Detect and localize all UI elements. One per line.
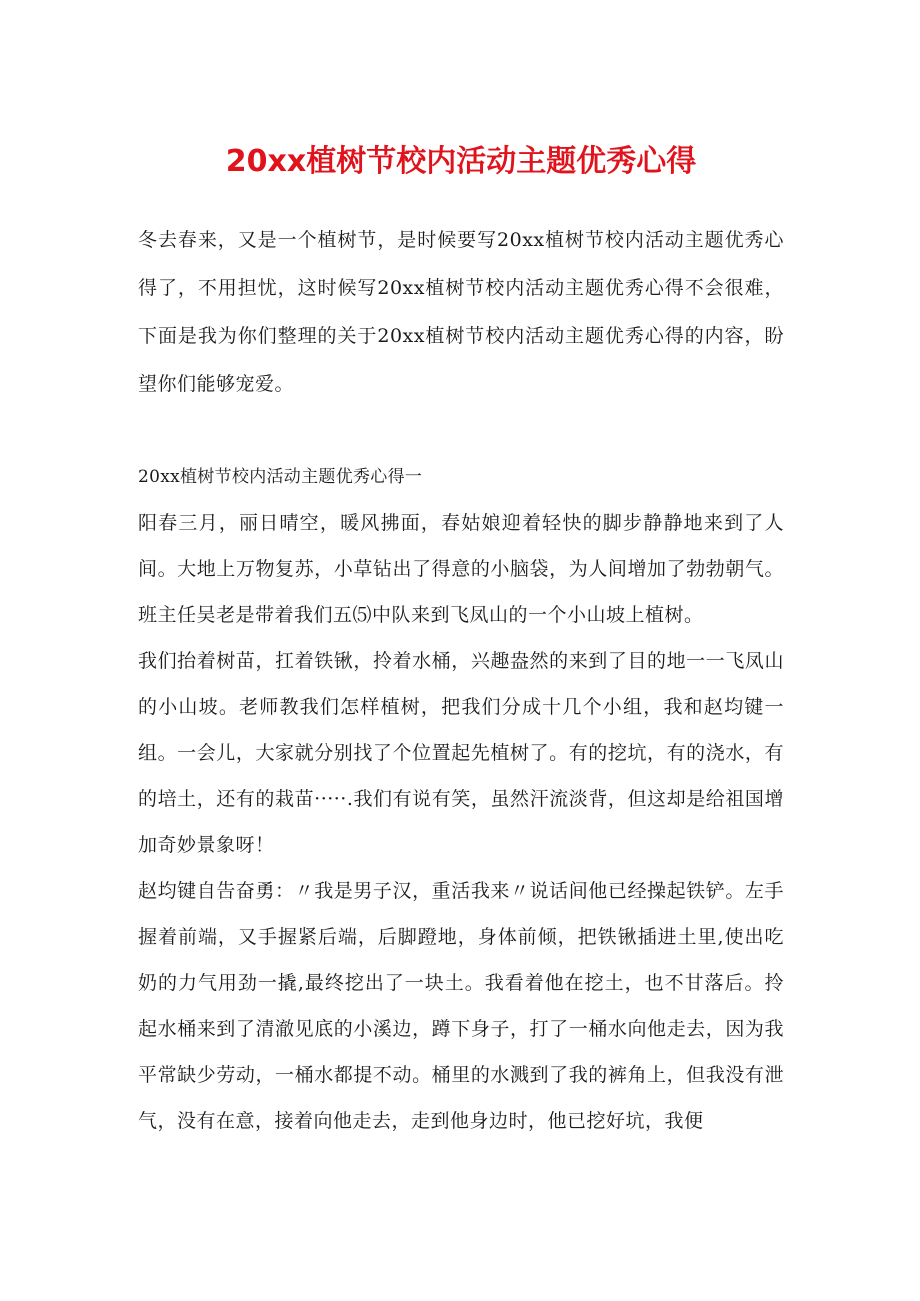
- document-title: 20xx植树节校内活动主题优秀心得: [225, 144, 697, 179]
- body-paragraph-1: 阳春三月，丽日晴空，暖风拂面，春姑娘迎着轻快的脚步静静地来到了人间。大地上万物复苏，小草钻出了得意的小脑袋，为人间增加了勃勃朝气。班主任吴老是带着我们五⑸中队来到飞凤山的一个小山坡上植树。: [138, 512, 784, 626]
- section-heading: 20xx植树节校内活动主题优秀心得一: [138, 467, 423, 487]
- section-body: [138, 500, 784, 1144]
- body-paragraph-3: 赵均键自告奋勇：〃我是男子汉，重活我来〃说话间他已经操起铁铲。左手握着前端，又手握紧后端，后脚蹬地，身体前倾，把铁锹插进土里,使出吃奶的力气用劲一撬,最终挖出了一块土。我看着他在挖土，也不甘落后。拎起水桶来到了清澈见底的小溪边，蹲下身子，打了一桶水向他走去，因为我平常缺少劳动，一桶水都提不动。桶里的水溅到了我的裤角上，但我没有泄气，没有在意，接着向他走去，走到他身边时，他已挖好坑，我便: [138, 880, 784, 1132]
- intro-paragraph: 冬去春来，又是一个植树节，是时候要写20xx植树节校内活动主题优秀心得了，不用担忧，这时候写20xx植树节校内活动主题优秀心得不会很难，下面是我为你们整理的关于20xx植树节校内活动主题优秀心得的内容，盼望你们能够宠爱。: [138, 229, 784, 395]
- body-paragraph-2: 我们抬着树苗，扛着铁锹，拎着水桶，兴趣盎然的来到了目的地一一飞凤山的小山坡。老师教我们怎样植树，把我们分成十几个小组，我和赵均键一组。一会儿，大家就分别找了个位置起先植树了。有的挖坑，有的浇水，有的培土，还有的栽苗·····.我们有说有笑，虽然汗流淡背，但这却是给祖国增加奇妙景象呀！: [138, 650, 784, 856]
